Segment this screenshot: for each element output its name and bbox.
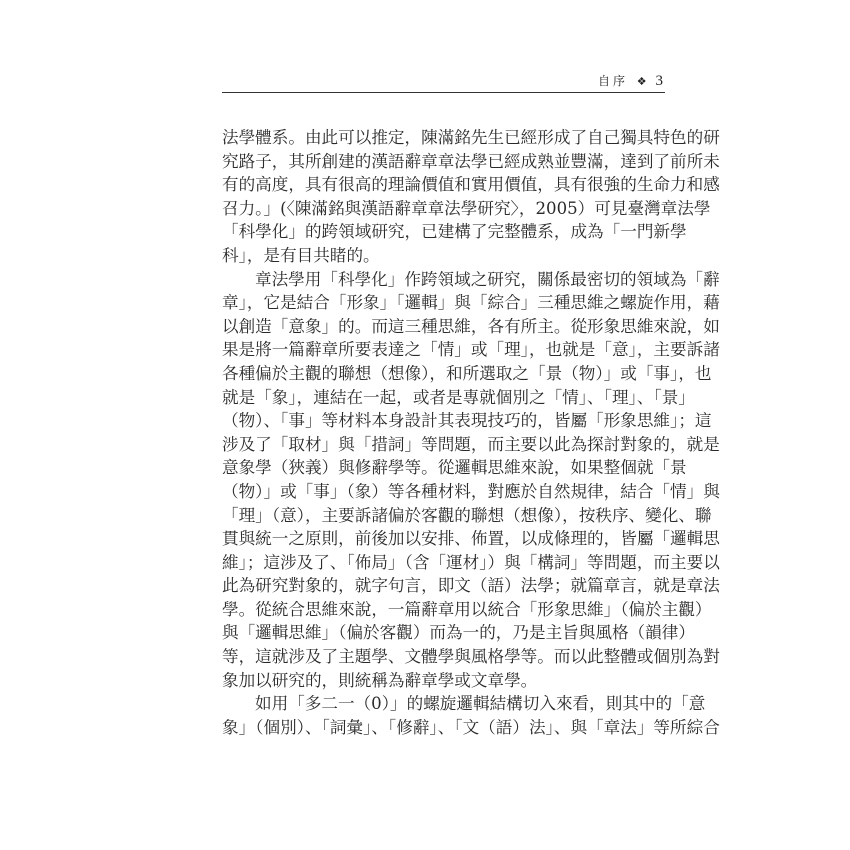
text-line: 維」；這涉及了、「佈局」（含「運材」）與「構詞」等問題，而主要以 bbox=[222, 552, 720, 572]
text-line: 各種偏於主觀的聯想（想像），和所選取之「景（物）」或「事」，也 bbox=[222, 363, 712, 383]
text-line: 象」（個別）、「詞彙」、「修辭」、「文（語）法」、與「章法」等所綜合 bbox=[222, 717, 720, 737]
text-line: 「理」（意），主要訴諸偏於客觀的聯想（想像），按秩序、變化、聯 bbox=[222, 505, 712, 525]
text-line: 此為研究對象的，就字句言，即文（語）法學；就篇章言，就是章法 bbox=[222, 576, 720, 596]
text-line: 法學體系。由此可以推定，陳滿銘先生已經形成了自己獨具特色的研 bbox=[222, 128, 720, 147]
text-line: 以創造「意象」的。而這三種思維，各有所主。從形象思維來說，如 bbox=[222, 316, 720, 336]
text-line: 貫與統一之原則，前後加以安排、佈置，以成條理的，皆屬「邏輯思 bbox=[222, 529, 720, 549]
body-text bbox=[222, 126, 720, 739]
text-line: 象加以研究的，則統稱為辭章學或文章學。 bbox=[222, 670, 538, 690]
running-head bbox=[598, 72, 663, 90]
ornament-icon: ❖ bbox=[636, 75, 647, 88]
chapter-title: 自序 bbox=[597, 74, 628, 88]
text-line: 究路子，其所創建的漢語辭章章法學已經成熟並豐滿，達到了前所未 bbox=[222, 151, 720, 171]
text-line: （物）」或「事」（象）等各種材料，對應於自然規律，結合「情」與 bbox=[222, 481, 720, 501]
text-line: 召力。」(〈陳滿銘與漢語辭章章法學研究〉，2005）可見臺灣章法學 bbox=[222, 198, 711, 218]
text-line: 有的高度，具有很高的理論價值和實用價值，具有很強的生命力和感 bbox=[222, 175, 720, 195]
page-number: 3 bbox=[655, 73, 663, 89]
paragraph-start-line: 章法學用「科學化」作跨領域之研究，關係最密切的領域為「辭 bbox=[255, 269, 720, 289]
text-line: 等，這就涉及了主題學、文體學與風格學等。而以此整體或個別為對 bbox=[222, 647, 720, 667]
text-line: 與「邏輯思維」（偏於客觀）而為一的，乃是主旨與風格（韻律） bbox=[222, 623, 695, 643]
text-line: 就是「象」，連結在一起，或者是專就個別之「情」、「理」、「景」 bbox=[222, 387, 695, 407]
text-line: 涉及了「取材」與「措詞」等問題，而主要以此為探討對象的，就是 bbox=[222, 434, 720, 454]
text-line: 果是將一篇辭章所要表達之「情」或「理」，也就是「意」，主要訴諸 bbox=[222, 340, 720, 360]
text-line: 學。從統合思維來說，一篇辭章用以統合「形象思維」（偏於主觀） bbox=[222, 599, 712, 619]
text-line: 「科學化」的跨領域研究，已建構了完整體系，成為「一門新學 bbox=[222, 222, 687, 242]
text-line: （物）、「事」等材料本身設計其表現技巧的，皆屬「形象思維」；這 bbox=[222, 411, 712, 431]
text-line: 章」，它是結合「形象」「邏輯」與「綜合」三種思維之螺旋作用，藉 bbox=[222, 293, 720, 313]
text-line: 科」，是有目共睹的。 bbox=[222, 245, 380, 265]
text-line: 意象學（狹義）與修辭學等。從邏輯思維來說，如果整個就「景 bbox=[222, 458, 687, 478]
paragraph-start-line: 如用「多二一（0）」的螺旋邏輯結構切入來看，則其中的「意 bbox=[255, 694, 706, 714]
page-header bbox=[222, 72, 665, 93]
